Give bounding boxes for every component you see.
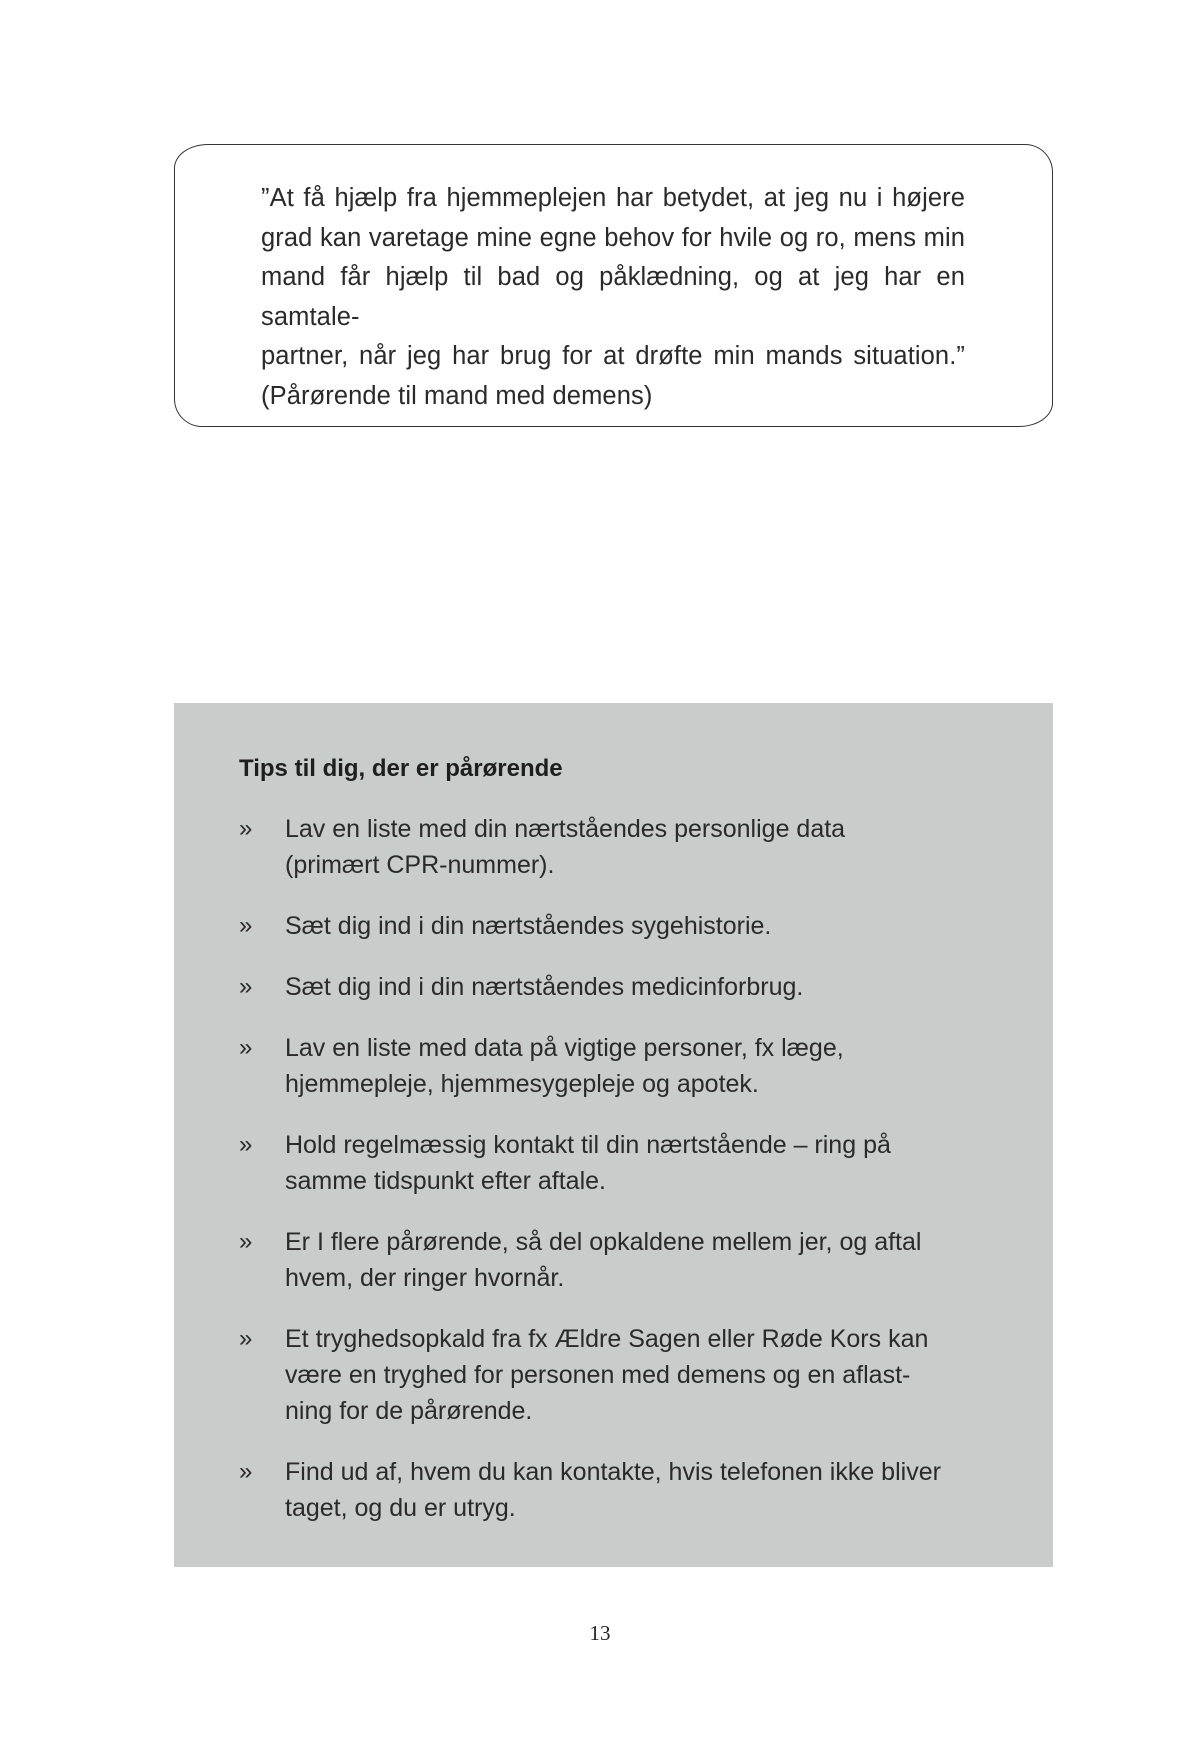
tip-line: ning for de pårørende.	[285, 1397, 533, 1425]
tip-line: Et tryghedsopkald fra fx Ældre Sagen eller Røde Kors kan	[285, 1325, 929, 1353]
quote-line: ”At få hjælp fra hjemmeplejen har betydet, at jeg nu i højere	[261, 184, 965, 212]
tip-line: være en tryghed for personen med demens og en aflast-	[285, 1361, 911, 1389]
bullet-icon: »	[239, 973, 253, 1000]
quote-line: mand får hjælp til bad og påklædning, og at jeg har en samtale-	[261, 263, 965, 331]
tip-line: hvem, der ringer hvornår.	[285, 1264, 565, 1292]
tips-heading: Tips til dig, der er pårørende	[239, 755, 563, 782]
quote-box	[174, 144, 1053, 427]
tip-item	[239, 811, 979, 883]
tip-item	[239, 1224, 979, 1296]
tip-line: Sæt dig ind i din nærtståendes sygehistorie.	[285, 912, 772, 940]
bullet-icon: »	[239, 912, 253, 939]
tip-line: Lav en liste med din nærtståendes personlige data	[285, 815, 846, 843]
bullet-icon: »	[239, 1325, 253, 1352]
tips-box	[174, 703, 1053, 1567]
tip-item	[239, 969, 979, 1005]
tip-text	[285, 1224, 979, 1296]
bullet-icon: »	[239, 1034, 253, 1061]
tip-line: taget, og du er utryg.	[285, 1494, 516, 1522]
tip-line: Lav en liste med data på vigtige personer, fx læge,	[285, 1034, 844, 1062]
tip-line: (primært CPR-nummer).	[285, 851, 555, 879]
tip-item	[239, 1454, 979, 1526]
quote-line: grad kan varetage mine egne behov for hvile og ro, mens min	[261, 223, 965, 252]
tip-text	[285, 1454, 979, 1526]
tip-line: hjemmepleje, hjemmesygepleje og apotek.	[285, 1070, 759, 1098]
tip-text	[285, 969, 979, 1005]
tip-text	[285, 908, 979, 944]
quote-attribution: (Pårørende til mand med demens)	[261, 381, 653, 410]
tip-text	[285, 1030, 979, 1102]
tip-item	[239, 1321, 979, 1429]
quote-line: partner, når jeg har brug for at drøfte min mands situation.”	[261, 342, 965, 370]
bullet-icon: »	[239, 1228, 253, 1255]
tip-line: samme tidspunkt efter aftale.	[285, 1167, 606, 1195]
tip-line: Er I flere pårørende, så del opkaldene mellem jer, og aftal	[285, 1228, 922, 1256]
tip-item	[239, 1127, 979, 1199]
tip-line: Sæt dig ind i din nærtståendes medicinforbrug.	[285, 973, 804, 1001]
quote-text	[261, 179, 965, 416]
tip-text	[285, 811, 979, 883]
bullet-icon: »	[239, 1458, 253, 1485]
tip-text	[285, 1321, 979, 1429]
bullet-icon: »	[239, 1131, 253, 1158]
tip-item	[239, 908, 979, 944]
tip-item	[239, 1030, 979, 1102]
tip-line: Hold regelmæssig kontakt til din nærtstående – ring på	[285, 1131, 891, 1159]
tips-list	[239, 811, 979, 1551]
tip-text	[285, 1127, 979, 1199]
tip-line: Find ud af, hvem du kan kontakte, hvis telefonen ikke bliver	[285, 1458, 941, 1486]
page-number: 13	[589, 1621, 611, 1645]
bullet-icon: »	[239, 815, 253, 842]
